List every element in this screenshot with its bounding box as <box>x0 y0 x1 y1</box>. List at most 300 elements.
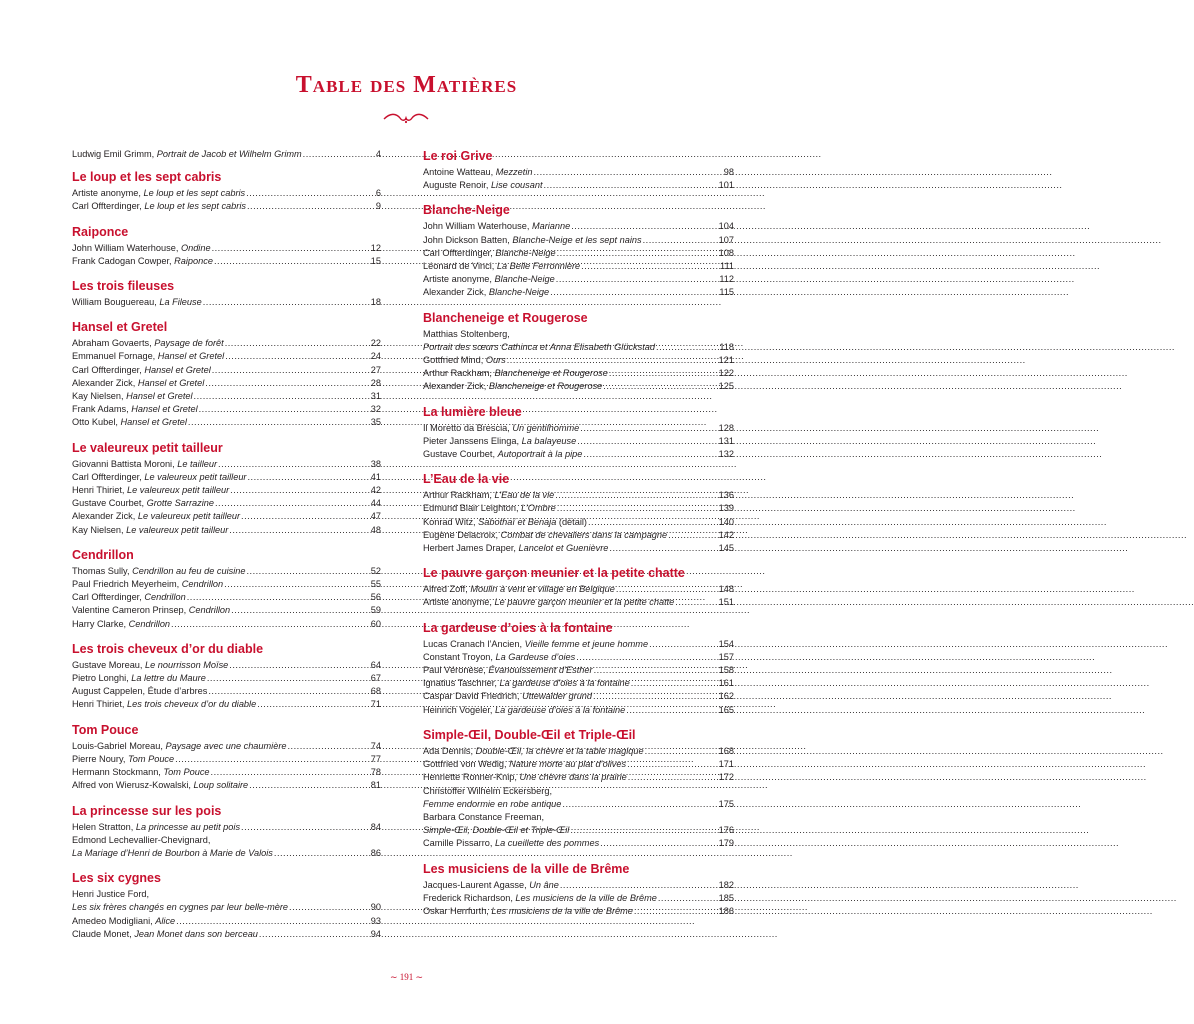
entry-work: Le loup et les sept cabris <box>143 188 246 199</box>
toc-entry <box>423 341 734 354</box>
entry-work: Moulin à vent et village en Belgique <box>470 584 615 595</box>
entry-author: Gottfried Mind, <box>423 355 486 366</box>
dot-leader <box>507 354 718 367</box>
entry-page-number: 122 <box>718 368 734 379</box>
entry-text <box>72 565 245 578</box>
entry-author: John Dickson Batten, <box>423 234 513 245</box>
toc-entry <box>423 286 734 299</box>
entry-author: Paul Véronèse, <box>423 665 489 676</box>
toc-entry <box>72 350 381 363</box>
entry-page-number: 56 <box>370 592 381 603</box>
toc-section <box>72 547 381 631</box>
section-title: Blanche-Neige <box>423 203 510 218</box>
entry-author: Oskar Herrfurth, <box>423 905 492 916</box>
entry-text <box>72 685 207 698</box>
dot-leader <box>588 516 718 529</box>
entry-page-number: 68 <box>370 686 381 697</box>
entry-author: Carl Offterdinger, <box>72 592 145 603</box>
toc-section <box>72 722 381 793</box>
entry-page-number: 9 <box>375 201 381 212</box>
entry-author: Ludwig Emil Grimm, <box>72 149 157 159</box>
entry-work: Tom Pouce <box>128 753 175 764</box>
entry-work: Ours <box>485 355 506 366</box>
toc-entry <box>423 651 734 664</box>
entry-author: Alexander Zick, <box>72 377 138 388</box>
section-title: Tom Pouce <box>72 722 139 737</box>
entry-page-number: 131 <box>718 435 734 446</box>
dot-leader <box>241 821 370 834</box>
entry-text <box>72 458 217 471</box>
dot-leader <box>274 847 370 860</box>
entry-text <box>72 416 187 429</box>
toc-section <box>72 440 381 537</box>
entry-text <box>72 901 288 914</box>
entry-page-number: 125 <box>718 381 734 392</box>
toc-entry <box>423 892 734 905</box>
toc-section <box>423 202 734 299</box>
entry-page-number: 55 <box>370 579 381 590</box>
dot-leader <box>218 458 370 471</box>
dot-leader <box>643 234 718 247</box>
entry-author: Il Moretto da Brescia, <box>423 422 513 433</box>
entry-work: Hansel et Gretel <box>137 377 205 388</box>
dot-leader <box>658 892 718 905</box>
entry-page-number: 77 <box>370 753 381 764</box>
entry-work: Le pauvre garçon meunier et la petite chatte <box>494 597 675 608</box>
entry-author: Amedeo Modigliani, <box>72 915 156 926</box>
dot-leader <box>241 510 370 523</box>
dot-leader <box>656 341 718 354</box>
dot-leader <box>249 779 370 792</box>
dot-leader <box>609 542 717 555</box>
entry-work: Paysage avec une chaumière <box>165 740 287 751</box>
toc-entry <box>72 296 381 309</box>
entry-author: Abraham Govaerts, <box>72 338 155 349</box>
entry-author: Jacques-Laurent Agasse, <box>423 879 530 890</box>
toc-entry <box>423 367 734 380</box>
entry-author: Gottfried von Wedig, <box>423 759 510 770</box>
entry-author: Constant Troyon, <box>423 651 496 662</box>
toc-section <box>72 278 381 309</box>
entry-page-number: 35 <box>370 417 381 428</box>
entry-author: Pietro Longhi, <box>72 673 132 684</box>
dot-leader <box>533 166 722 179</box>
toc-entry <box>423 328 734 341</box>
entry-page-number: 27 <box>370 364 381 375</box>
entry-text <box>423 502 556 515</box>
entry-work: Mezzetin <box>495 167 533 177</box>
entry-text <box>72 659 228 672</box>
entry-work: Le valeureux petit tailleur <box>126 485 230 496</box>
entry-text <box>72 187 245 200</box>
section-title: La lumière bleue <box>423 404 522 419</box>
dot-leader <box>199 403 370 416</box>
toc-entry <box>72 753 381 766</box>
entry-author: Gustave Courbet, <box>72 498 147 509</box>
toc-entry <box>423 638 734 651</box>
dot-leader <box>570 824 717 837</box>
toc-entry <box>72 779 381 792</box>
entry-page-number: 67 <box>370 673 381 684</box>
toc-entry <box>423 260 734 273</box>
toc-entry <box>72 364 381 377</box>
entry-text <box>72 497 214 510</box>
entry-author: Artiste anonyme, <box>423 274 495 285</box>
dot-leader <box>248 471 370 484</box>
entry-page-number: 18 <box>370 297 381 308</box>
entry-author: Antoine Watteau, <box>423 167 496 177</box>
entry-author: William Bouguereau, <box>72 297 160 308</box>
toc-entry <box>72 766 381 779</box>
entry-text <box>423 704 625 717</box>
entry-text <box>72 510 240 523</box>
entry-text <box>72 148 302 161</box>
entry-work: Marianne <box>531 221 571 232</box>
entry-work: Les trois cheveux d’or du diable <box>126 699 257 710</box>
entry-text <box>423 329 510 339</box>
toc-entry <box>72 618 381 631</box>
entry-text <box>423 489 554 502</box>
toc-entry <box>72 458 381 471</box>
entry-work: Blanche-Neige <box>488 287 550 298</box>
toc-entry <box>423 664 734 677</box>
entry-page-number: 38 <box>370 458 381 469</box>
toc-entry <box>423 785 734 798</box>
entry-author: Thomas Sully, <box>72 565 133 576</box>
entry-author: Henri Justice Ford, <box>72 889 150 900</box>
entry-page-number: 175 <box>718 798 734 809</box>
entry-work: Portrait de Jacob et Wilhelm Grimm <box>156 149 302 159</box>
toc-entry <box>72 510 381 523</box>
entry-work: La Fileuse <box>159 297 202 308</box>
entry-author: Lucas Cranach l’Ancien, <box>423 638 525 649</box>
entry-page-number: 132 <box>718 449 734 460</box>
dot-leader <box>229 659 369 672</box>
toc-section <box>423 310 734 394</box>
toc-entry <box>72 578 381 591</box>
entry-text <box>72 766 210 779</box>
dot-leader <box>288 740 370 753</box>
entry-work: Portrait des sœurs Cathinca et Anna Elisabeth Glückstad <box>423 341 656 352</box>
entry-work: Cendrillon <box>181 579 224 590</box>
toc-entry <box>72 390 381 403</box>
dot-leader <box>247 200 375 213</box>
dot-leader <box>626 704 717 717</box>
entry-page-number: 84 <box>370 821 381 832</box>
entry-page-number: 128 <box>718 422 734 433</box>
entry-page-number: 154 <box>718 638 734 649</box>
entry-text <box>72 200 246 213</box>
toc-entry <box>423 529 734 542</box>
toc-entry <box>72 847 381 860</box>
entry-work: Tom Pouce <box>163 767 210 778</box>
entry-text <box>423 664 593 677</box>
dot-leader <box>175 753 370 766</box>
entry-text <box>423 260 580 273</box>
entry-author: Carl Offterdinger, <box>423 247 496 258</box>
entry-text <box>423 422 579 435</box>
entry-work: Les musiciens de la ville de Brême <box>515 892 657 903</box>
page-title: Table des Matières <box>295 72 518 98</box>
dot-leader <box>562 798 717 811</box>
section-title: Les six cygnes <box>72 871 161 886</box>
entry-work: Une chèvre dans la prairie <box>519 772 627 783</box>
entry-work: La balayeuse <box>521 435 577 446</box>
dot-leader <box>634 905 718 918</box>
section-title: Le valeureux petit tailleur <box>72 440 223 455</box>
entry-page-number: 104 <box>718 221 734 232</box>
entry-text <box>72 350 224 363</box>
entry-page-number: 4 <box>375 149 381 159</box>
entry-page-number: 151 <box>718 597 734 608</box>
entry-work: Hansel et Gretel <box>144 364 211 375</box>
entry-text <box>72 889 149 899</box>
toc-entry <box>72 200 381 213</box>
entry-text <box>72 928 258 941</box>
toc-entry <box>423 516 734 529</box>
entry-text <box>423 758 626 771</box>
entry-text <box>72 821 240 834</box>
entry-text <box>423 798 561 811</box>
toc-section <box>423 404 734 462</box>
entry-work: L’Eau de la vie <box>494 490 555 501</box>
entry-author: Ignatius Taschner, <box>423 678 500 689</box>
toc-entry <box>72 685 381 698</box>
entry-author: Alexander Zick, <box>423 381 489 392</box>
dot-leader <box>544 179 718 192</box>
entry-work: Le loup et les sept cabris <box>144 201 246 212</box>
entry-page-number: 172 <box>718 772 734 783</box>
toc-entry <box>423 879 734 892</box>
section-title: Le loup et les sept cabris <box>72 170 222 185</box>
entry-text <box>423 341 655 354</box>
entry-page-number: 179 <box>718 838 734 849</box>
entry-text <box>423 273 555 286</box>
entry-author: John William Waterhouse, <box>72 242 181 253</box>
entry-author: Artiste anonyme, <box>423 597 495 608</box>
toc-section <box>72 641 381 712</box>
entry-work: Hansel et Gretel <box>157 351 225 362</box>
entry-page-number: 86 <box>370 847 381 858</box>
toc-entry <box>423 166 734 179</box>
section-title: Le roi Grive <box>423 149 493 163</box>
entry-page-number: 145 <box>718 543 734 554</box>
entry-page-number: 118 <box>719 341 734 352</box>
entry-text <box>423 286 549 299</box>
entry-author: John William Waterhouse, <box>423 221 532 232</box>
entry-work: Un âne <box>529 879 559 890</box>
entry-author: Artiste anonyme, <box>72 188 144 199</box>
entry-author: Pieter Janssens Elinga, <box>423 435 522 446</box>
entry-author: Herbert James Draper, <box>423 543 519 554</box>
entry-page-number: 112 <box>719 274 734 285</box>
toc-section <box>423 861 734 919</box>
entry-work: Double-Œil, la chèvre et la table magique <box>475 745 644 756</box>
entry-page-number: 107 <box>718 234 734 245</box>
entry-work: Hansel et Gretel <box>131 404 198 415</box>
entry-text <box>72 296 202 309</box>
entry-text <box>423 771 627 784</box>
toc-entry <box>423 435 734 448</box>
entry-author: Camille Pissarro, <box>423 838 495 849</box>
entry-page-number: 111 <box>720 261 734 272</box>
toc-entry <box>72 821 381 834</box>
entry-page-number: 157 <box>718 651 734 662</box>
entry-author: Edmond Lechevallier-Chevignard, <box>72 834 211 845</box>
entry-author: Giovanni Battista Moroni, <box>72 458 178 469</box>
toc-entry <box>423 354 734 367</box>
entry-text <box>72 403 198 416</box>
section-title: L’Eau de la vie <box>423 472 510 487</box>
toc-entry <box>72 698 381 711</box>
entry-page-number: 93 <box>370 915 381 926</box>
entry-work: La Mariage d’Henri de Bourbon à Marie de Valois <box>72 847 273 858</box>
entry-page-number: 15 <box>370 255 381 266</box>
toc-entry <box>423 273 734 286</box>
section-title: Hansel et Gretel <box>72 320 168 335</box>
entry-page-number: 148 <box>718 584 734 595</box>
dot-leader <box>557 502 718 515</box>
entry-text <box>423 354 506 367</box>
entry-text <box>72 337 224 350</box>
entry-work: Cendrillon <box>128 618 171 629</box>
entry-text <box>423 516 587 529</box>
entry-work: Blanche-Neige <box>495 247 556 258</box>
dot-leader <box>603 380 717 393</box>
entry-author: Alexander Zick, <box>72 511 138 522</box>
dot-leader <box>668 529 718 542</box>
entry-work: Hansel et Gretel <box>120 417 187 428</box>
entry-author: Carl Offterdinger, <box>72 471 145 482</box>
entry-author: Henri Thiriet, <box>72 485 127 496</box>
entry-author: Frank Cadogan Cowper, <box>72 255 175 266</box>
dot-leader <box>600 837 717 850</box>
toc-entry <box>72 834 381 847</box>
toc-entry <box>72 337 381 350</box>
entry-text <box>72 740 287 753</box>
dot-leader <box>583 448 717 461</box>
toc-section <box>72 319 381 429</box>
toc-entry <box>423 583 734 596</box>
toc-entry <box>72 242 381 255</box>
footer-left-ornament-icon: ∼ <box>389 972 400 982</box>
entry-author: Valentine Cameron Prinsep, <box>72 605 189 616</box>
toc-entry <box>72 672 381 685</box>
dot-leader <box>593 690 718 703</box>
entry-page-number: 165 <box>718 704 734 715</box>
dot-leader <box>571 220 717 233</box>
entry-work: Loup solitaire <box>193 780 249 791</box>
toc-entry <box>72 471 381 484</box>
entry-page-number: 31 <box>370 391 381 402</box>
section-title: Les trois cheveux d’or du diable <box>72 641 264 656</box>
toc-section <box>423 471 734 555</box>
entry-text <box>423 234 642 247</box>
dot-leader <box>230 484 370 497</box>
entry-work: Le valeureux petit tailleur <box>144 471 247 482</box>
entry-page-number: 52 <box>370 565 381 576</box>
entry-page-number: 158 <box>718 665 734 676</box>
entry-work: Femme endormie en robe antique <box>423 798 562 809</box>
toc-section <box>72 870 381 941</box>
entry-author: Kay Nielsen, <box>72 524 127 535</box>
toc-section <box>423 727 734 851</box>
entry-author: August Cappelen, <box>72 686 148 697</box>
entry-author: Gustave Courbet, <box>423 449 498 460</box>
entry-work: Étude d’arbres <box>147 686 208 697</box>
entry-work: Hansel et Gretel <box>126 391 193 402</box>
entry-work: Blanche-Neige et les sept nains <box>512 234 642 245</box>
entry-page-number: 139 <box>718 503 734 514</box>
entry-work: Jean Monet dans son berceau <box>134 928 258 939</box>
entry-text <box>423 179 543 192</box>
toc-entry <box>423 247 734 260</box>
toc-section <box>72 169 381 213</box>
toc-entry <box>423 677 734 690</box>
entry-text <box>423 690 592 703</box>
toc-entry <box>72 403 381 416</box>
entry-text <box>72 255 213 268</box>
toc-entry <box>72 416 381 429</box>
entry-page-number: 71 <box>370 699 381 710</box>
toc-entry <box>423 542 734 555</box>
dot-leader <box>187 591 370 604</box>
entry-author: Christoffer Wilhelm Eckersberg, <box>423 785 553 796</box>
entry-page-number: 171 <box>718 759 734 770</box>
entry-text <box>72 698 256 711</box>
toc-entry <box>423 448 734 461</box>
entry-page-number: 81 <box>370 780 381 791</box>
dot-leader <box>212 364 370 377</box>
toc-entry <box>423 745 734 758</box>
entry-work: Le nourrisson Moïse <box>145 659 229 670</box>
entry-page-number: 32 <box>370 404 381 415</box>
entry-author: Auguste Renoir, <box>423 180 491 191</box>
entry-text <box>423 166 532 179</box>
dot-leader <box>581 260 719 273</box>
entry-page-number: 182 <box>718 879 734 890</box>
entry-text <box>72 847 273 860</box>
dot-leader <box>225 337 370 350</box>
dot-leader <box>212 242 370 255</box>
entry-work: Évanouissement d’Esther <box>488 665 593 676</box>
entry-page-number: 140 <box>718 516 734 527</box>
entry-text <box>72 779 248 792</box>
dot-leader <box>211 766 370 779</box>
entry-text <box>423 786 552 796</box>
dot-leader <box>556 273 719 286</box>
entry-work: Uttewalder grund <box>522 691 593 702</box>
page-footer <box>0 972 813 983</box>
dot-leader <box>555 489 717 502</box>
entry-text <box>423 651 575 664</box>
entry-work: La lettre du Maure <box>131 673 206 684</box>
entry-author: Harry Clarke, <box>72 618 129 629</box>
entry-text <box>72 915 175 928</box>
toc-section <box>423 565 734 609</box>
dot-leader <box>203 296 370 309</box>
entry-author: Edmund Blair Leighton, <box>423 503 522 514</box>
entry-author: Pierre Noury, <box>72 753 128 764</box>
entry-text <box>423 220 570 233</box>
section-title: Raiponce <box>72 224 129 239</box>
dot-leader <box>580 422 717 435</box>
entry-page-number: 42 <box>370 485 381 496</box>
entry-author: Frank Adams, <box>72 404 132 415</box>
entry-text <box>423 448 582 461</box>
entry-author: Alfred von Wierusz-Kowalski, <box>72 780 194 791</box>
entry-page-number: 168 <box>718 745 734 756</box>
